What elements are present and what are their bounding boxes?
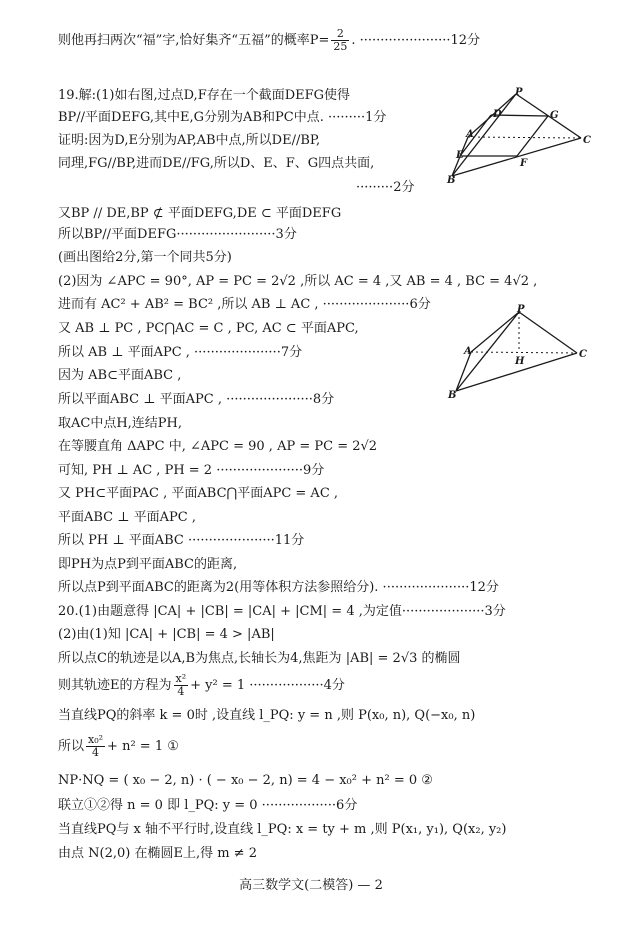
answer-line: 又 PH⊂平面PAC , 平面ABC⋂平面APC = AC , [58, 486, 339, 501]
edge-DE [460, 115, 491, 156]
answer-line: 在等腰直角 ΔAPC 中, ∠APC = 90 , AP = PC = 2√2 [58, 439, 378, 454]
answer-line: 则他再扫两次“福”字,恰好集齐“五福”的概率P= $\frac{2}{25}$ . ······················12分 [58, 28, 610, 50]
answer-line: 由点 N(2,0) 在椭圆E上,得 m ≠ 2 [58, 846, 257, 861]
label-E: E [456, 150, 464, 161]
answer-line: 所以BP//平面DEFG························3分 [58, 227, 297, 242]
answer-line: 证明:因为D,E分别为AP,AB中点,所以DE//BP, [58, 133, 321, 148]
label-P: P [515, 87, 523, 98]
answer-line: 所以 $\frac{\text{x₀²}}{4}$ + n² = 1 ① [58, 733, 179, 759]
answer-line: 又BP // DE,BP ⊄ 平面DEFG,DE ⊂ 平面DEFG [58, 206, 342, 221]
answer-line: 20.(1)由题意得 |CA| + |CB| = |CA| + |CM| = 4 ,为定值····················3分 [58, 604, 506, 619]
answer-line: 19.解:(1)如右图,过点D,F存在一个截面DEFG使得 [58, 88, 351, 103]
answer-line: 所以点C的轨迹是以A,B为焦点,长轴长为4,焦距为 |AB| = 2√3 的椭圆 [58, 651, 461, 666]
label-C: C [583, 135, 591, 146]
answer-line: ·········2分 [356, 180, 415, 195]
answer-line: 取AC中点H,连结PH, [58, 416, 183, 431]
edge-FG [517, 116, 548, 156]
answer-line: (2)由(1)知 |CA| + |CB| = 4 > |AB| [58, 627, 275, 642]
answer-line: 当直线PQ与 x 轴不平行时,设直线 l_PQ: x = ty + m ,则 P(x₁, y₁), Q(x₂, y₂) [58, 822, 507, 837]
label-F: F [520, 158, 528, 169]
answer-line: 同理,FG//BP,进而DE//FG,所以D、E、F、G四点共面, [58, 156, 375, 171]
label-A: A [466, 129, 474, 140]
answer-line: 即PH为点P到平面ABC的距离, [58, 557, 238, 572]
answer-line: 因为 AB⊂平面ABC , [58, 368, 182, 383]
edge-AC-dashed [468, 137, 581, 138]
tetrahedron-height-figure [440, 302, 610, 407]
answer-line: 进而有 AC² + AB² = BC² ,所以 AB ⊥ AC , ·····················6分 [58, 297, 431, 312]
fraction: $\frac{\text{x₀²}}{4}$ [88, 733, 104, 759]
label-H: H [515, 356, 525, 367]
answer-line: 则其轨迹E的方程为 $\frac{\text{x²}}{4}$ + y² = 1 ··················4分 [58, 672, 345, 698]
label-C: C [579, 349, 587, 360]
label-P: P [517, 304, 525, 315]
page-footer: 高三数学文(二模答) — 2 [239, 878, 383, 893]
fraction: $\frac{\text{x²}}{4}$ [175, 672, 187, 698]
label-B: B [448, 390, 457, 401]
edge-PC [519, 312, 577, 353]
edge-PA [471, 312, 519, 352]
fraction: $\frac{2}{25}$ [333, 28, 348, 50]
answer-line: 可知, PH ⊥ AC , PH = 2 ·····················9分 [58, 463, 325, 478]
answer-line: 所以 AB ⊥ 平面APC , ·····················7分 [58, 345, 303, 360]
answer-line: 所以平面ABC ⊥ 平面APC , ·····················8分 [58, 392, 335, 407]
label-D: D [493, 109, 502, 120]
label-G: G [550, 110, 559, 121]
answer-line: BP//平面DEFG,其中E,G分别为AB和PC中点. ·········1分 [58, 110, 387, 125]
edge-AB [456, 352, 471, 391]
label-B: B [447, 175, 456, 186]
answer-line: (2)因为 ∠APC = 90°, AP = PC = 2√2 ,所以 AC = 4 ,又 AB = 4 , BC = 4√2 , [58, 274, 538, 289]
tetrahedron-section-figure [440, 85, 610, 190]
answer-line: 所以 PH ⊥ 平面ABC ·····················11分 [58, 533, 305, 548]
answer-line: (画出图给2分,第一个同共5分) [58, 250, 232, 265]
label-A: A [464, 346, 472, 357]
answer-line: NP·NQ = ( x₀ − 2, n) · ( − x₀ − 2, n) = 4 − x₀² + n² = 0 ② [58, 773, 433, 788]
answer-line: 平面ABC ⊥ 平面APC , [58, 510, 196, 525]
answer-line: 当直线PQ的斜率 k = 0时 ,设直线 l_PQ: y = n ,则 P(x₀, n), Q(−x₀, n) [58, 708, 476, 723]
answer-line: 联立①②得 n = 0 即 l_PQ: y = 0 ··················6分 [58, 798, 358, 813]
answer-line: 又 AB ⊥ PC , PC⋂AC = C , PC, AC ⊂ 平面APC, [58, 321, 359, 336]
edge-PB [452, 94, 516, 176]
answer-line: 所以点P到平面ABC的距离为2(用等体积方法参照给分). ·····················12分 [58, 580, 499, 595]
edge-BC [452, 138, 581, 176]
